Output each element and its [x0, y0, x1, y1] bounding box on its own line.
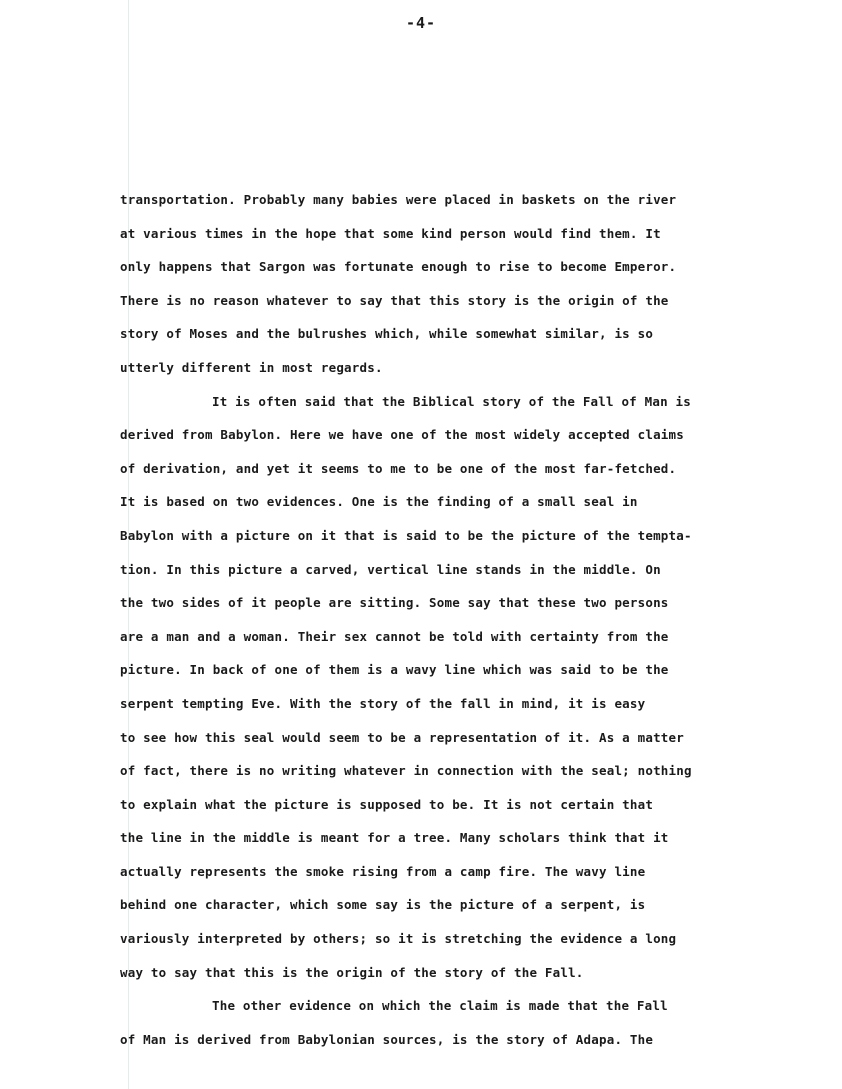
paragraph-2: [120, 385, 760, 990]
text-line: Babylon with a picture on it that is said to be the picture of the tempta-: [120, 527, 692, 543]
text-line: transportation. Probably many babies were placed in baskets on the river: [120, 192, 677, 207]
text-line: the line in the middle is meant for a tree. Many scholars think that it: [120, 830, 669, 846]
page-number: -4-: [405, 14, 437, 32]
text-line: to see how this seal would seem to be a representation of it. As a matter: [120, 729, 684, 745]
text-line: There is no reason whatever to say that this story is the origin of the: [120, 292, 669, 308]
text-line: It is based on two evidences. One is the finding of a small seal in: [120, 494, 638, 510]
text-line: the two sides of it people are sitting. Some say that these two persons: [120, 595, 669, 611]
text-line: to explain what the picture is supposed to be. It is not certain that: [120, 796, 654, 812]
text-line: variously interpreted by others; so it is stretching the evidence a long: [120, 931, 677, 947]
text-line: The other evidence on which the claim is made that the Fall: [212, 998, 668, 1014]
text-line: of derivation, and yet it seems to me to be one of the most far-fetched.: [120, 460, 677, 476]
text-line: behind one character, which some say is the picture of a serpent, is: [120, 897, 646, 913]
paragraph-3: [120, 989, 760, 1056]
text-line: serpent tempting Eve. With the story of the fall in mind, it is easy: [120, 695, 646, 711]
text-line: of Man is derived from Babylonian sources, is the story of Adapa. The: [120, 1031, 654, 1047]
text-line: actually represents the smoke rising from a camp fire. The wavy line: [120, 863, 646, 879]
text-line: picture. In back of one of them is a wavy line which was said to be the: [120, 662, 669, 678]
text-line: are a man and a woman. Their sex cannot be told with certainty from the: [120, 628, 669, 644]
text-line: tion. In this picture a carved, vertical line stands in the middle. On: [120, 561, 661, 577]
text-line: utterly different in most regards.: [120, 359, 383, 375]
text-line: derived from Babylon. Here we have one of the most widely accepted claims: [120, 427, 684, 443]
text-line: way to say that this is the origin of the story of the Fall.: [120, 964, 584, 980]
paragraph-1: [120, 183, 760, 385]
text-line: It is often said that the Biblical story of the Fall of Man is: [212, 393, 691, 409]
text-line: at various times in the hope that some kind person would find them. It: [120, 225, 661, 241]
text-line: of fact, there is no writing whatever in connection with the seal; nothing: [120, 763, 692, 779]
text-line: story of Moses and the bulrushes which, while somewhat similar, is so: [120, 326, 654, 342]
document-body: [120, 183, 760, 1056]
text-line: only happens that Sargon was fortunate enough to rise to become Emperor.: [120, 259, 677, 275]
